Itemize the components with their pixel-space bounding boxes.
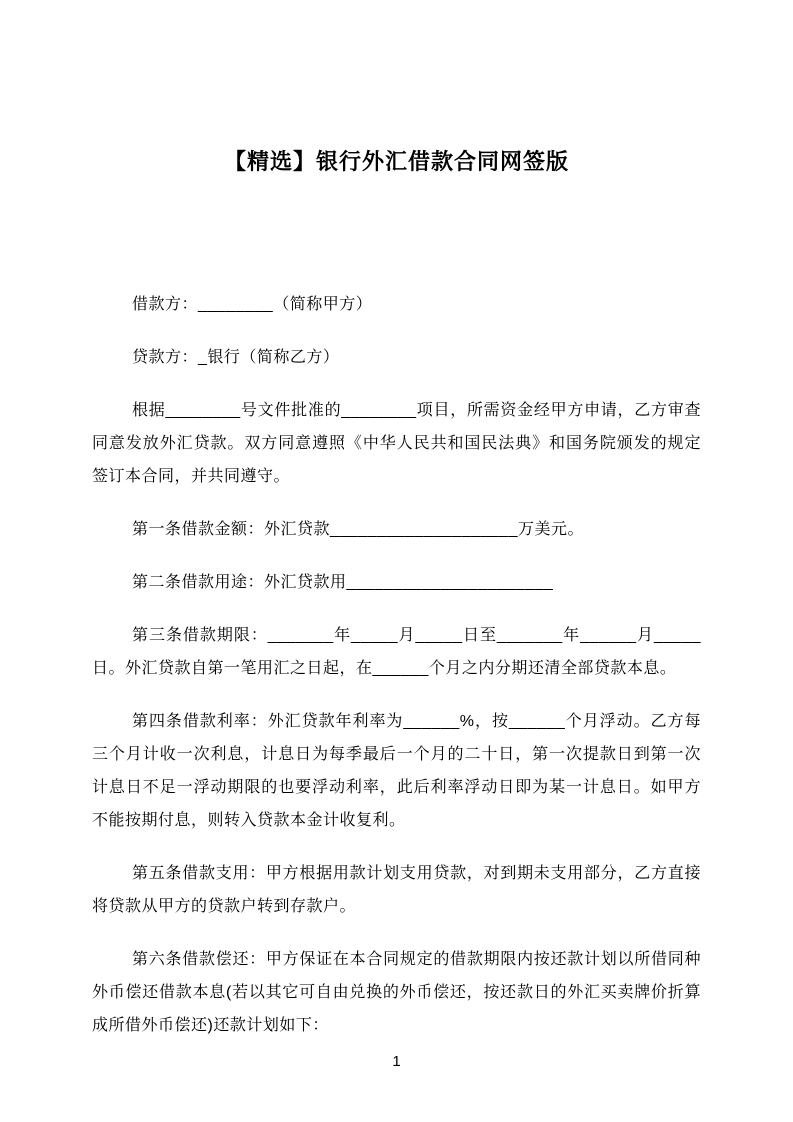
para-clause-4-interest-rate: 第四条借款利率：外汇贷款年利率为______%，按______个月浮动。乙方每三个月计收一次利息，计息日为每季最后一个月的二十日，第一次提款日到第一次计息日不足一浮动期限的也要浮动利率，此后利率浮动日即为某一计息日。如甲方不能按期付息，则转入贷款本金计收复利。: [92, 713, 701, 829]
para-clause-5-loan-disbursement: 第五条借款支用：甲方根据用款计划支用贷款，对到期未支用部分，乙方直接将贷款从甲方的贷款户转到存款户。: [92, 865, 701, 915]
para-lender: 贷款方：_银行（简称乙方）: [132, 349, 340, 366]
page-number: 1: [392, 1053, 401, 1070]
para-clause-1-loan-amount: 第一条借款金额：外汇贷款____________________万美元。: [132, 521, 584, 538]
document-body: [0, 288, 793, 1042]
document-title: 【精选】银行外汇借款合同网签版: [223, 149, 569, 174]
para-preamble: 根据________号文件批准的________项目，所需资金经甲方申请，乙方审查同意发放外汇贷款。双方同意遵照《中华人民共和国民法典》和国务院颁发的规定签订本合同，并共同遵守。: [92, 402, 701, 485]
para-clause-6-repayment: 第六条借款偿还：甲方保证在本合同规定的借款期限内按还款计划以所借同种外币偿还借款本息(若以其它可自由兑换的外币偿还，按还款日的外汇买卖牌价折算成所借外币偿还)还款计划如下：: [92, 951, 701, 1034]
para-clause-3-loan-term: 第三条借款期限：_______年_____月_____日至_______年______月_____日。外汇贷款自第一笔用汇之日起，在______个月之内分期还清全部贷款本息。: [92, 627, 701, 677]
para-borrower: 借款方：________（简称甲方）: [132, 296, 373, 313]
para-clause-2-loan-purpose: 第二条借款用途：外汇贷款用______________________: [132, 574, 554, 591]
